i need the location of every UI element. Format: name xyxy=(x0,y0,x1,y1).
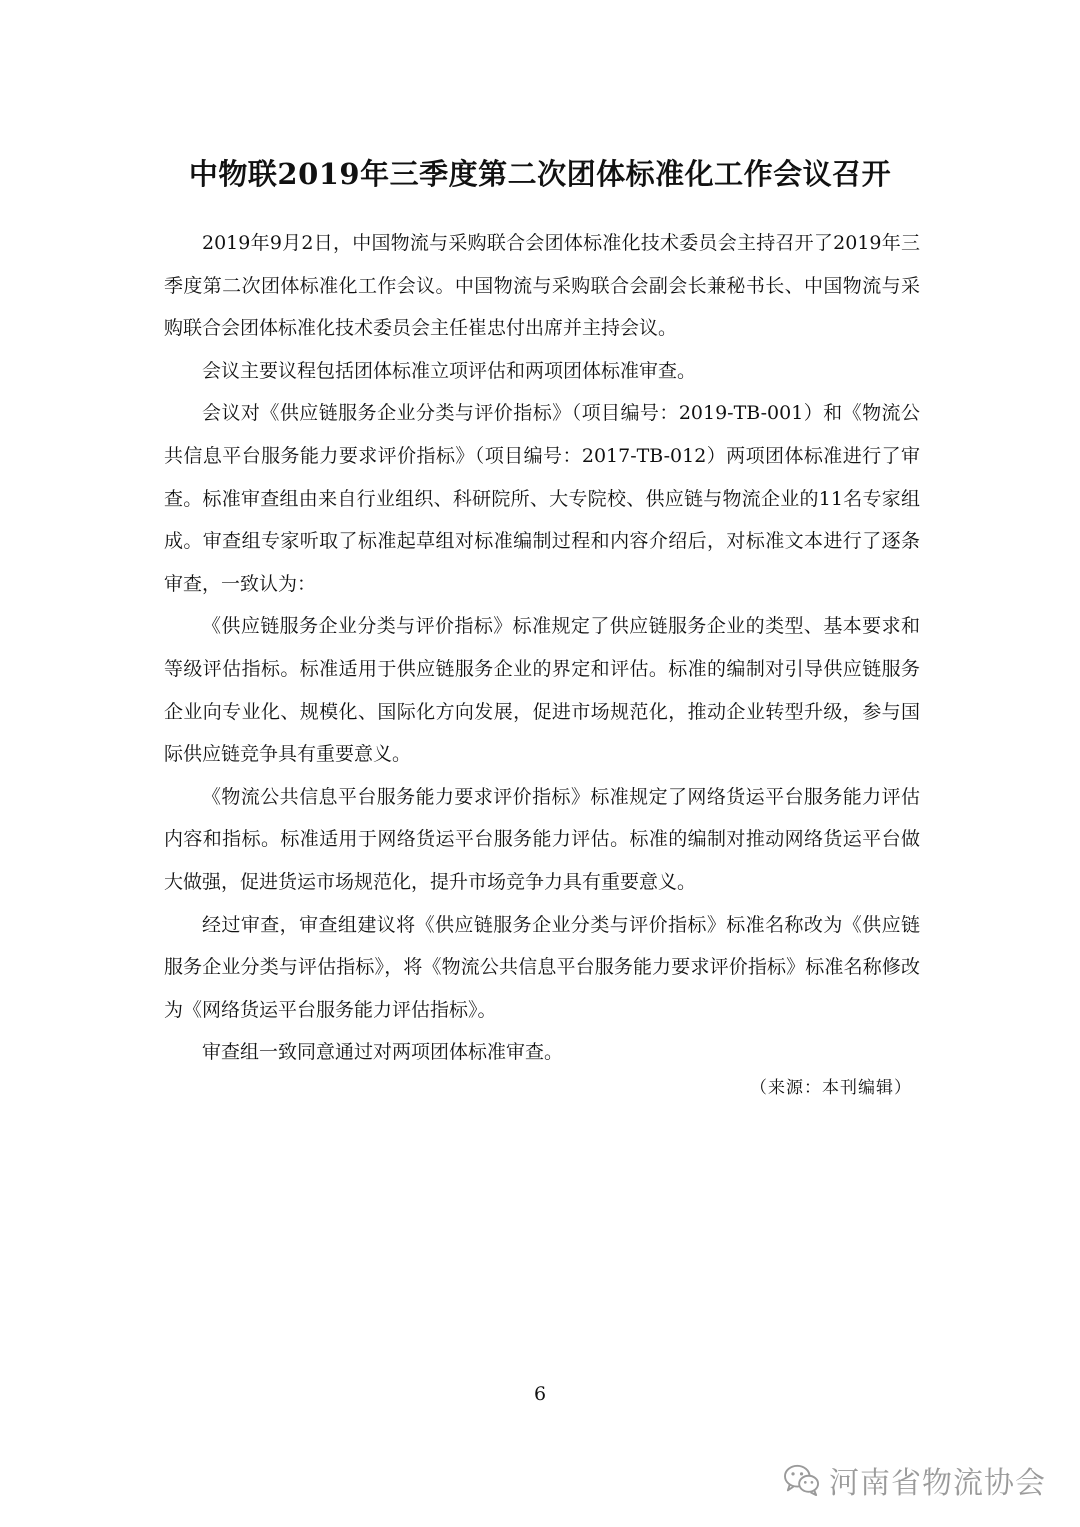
paragraph: 会议对《供应链服务企业分类与评价指标》（项目编号：2019-TB-001）和《物流公共信息平台服务能力要求评价指标》（项目编号：2017-TB-012）两项团体标准进行了审查。标准审查组由来自行业组织、科研院所、大专院校、供应链与物流企业的11名专家组成。审查组专家听取了标准起草组对标准编制过程和内容介绍后，对标准文本进行了逐条审查，一致认为： xyxy=(164,402,920,595)
paragraph: 《供应链服务企业分类与评价指标》标准规定了供应链服务企业的类型、基本要求和等级评估指标。标准适用于供应链服务企业的界定和评估。标准的编制对引导供应链服务企业向专业化、规模化、国际化方向发展，促进市场规范化，推动企业转型升级，参与国际供应链竞争具有重要意义。 xyxy=(164,615,920,766)
paragraph: 会议主要议程包括团体标准立项评估和两项团体标准审查。 xyxy=(202,359,697,382)
watermark-text: 河南省物流协会 xyxy=(829,1466,1046,1501)
page-number: 6 xyxy=(533,1383,547,1405)
document-title: 中物联2019年三季度第二次团体标准化工作会议召开 xyxy=(188,157,892,191)
paragraph: 经过审查，审查组建议将《供应链服务企业分类与评价指标》标准名称改为《供应链服务企业分类与评估指标》，将《物流公共信息平台服务能力要求评价指标》标准名称修改为《网络货运平台服务能力评估指标》。 xyxy=(164,913,920,1021)
wechat-icon xyxy=(783,1463,821,1497)
watermark xyxy=(783,1458,1046,1502)
source-note: （来源：本刊编辑） xyxy=(750,1078,912,1098)
paragraph: 《物流公共信息平台服务能力要求评价指标》标准规定了网络货运平台服务能力评估内容和指标。标准适用于网络货运平台服务能力评估。标准的编制对推动网络货运平台做大做强，促进货运市场规范化，提升市场竞争力具有重要意义。 xyxy=(164,785,920,893)
document-body xyxy=(164,222,920,1074)
paragraph: 2019年9月2日，中国物流与采购联合会团体标准化技术委员会主持召开了2019年三季度第二次团体标准化工作会议。中国物流与采购联合会副会长兼秘书长、中国物流与采购联合会团体标准化技术委员会主任崔忠付出席并主持会议。 xyxy=(164,232,920,340)
paragraph: 审查组一致同意通过对两项团体标准审查。 xyxy=(202,1041,564,1064)
